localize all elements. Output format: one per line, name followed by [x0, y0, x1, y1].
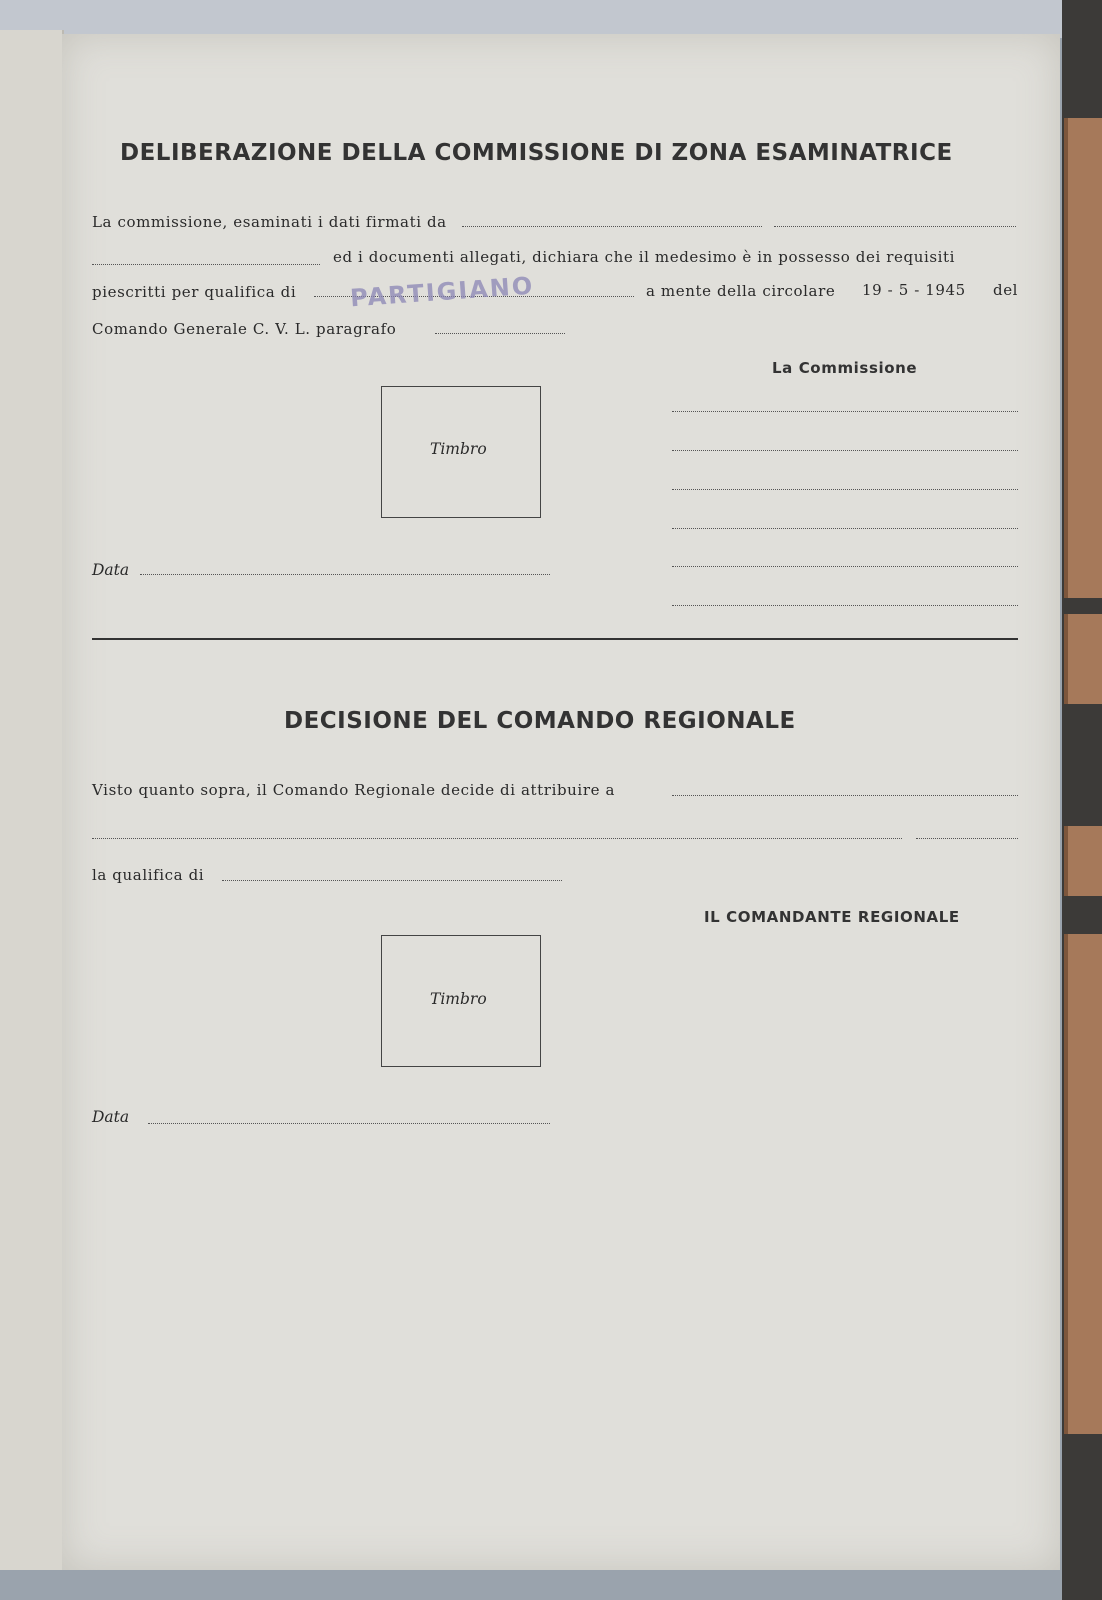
commission-signature-3[interactable] — [672, 489, 1018, 490]
book-edge-2 — [1064, 614, 1102, 704]
section1-line3-middle: a mente della circolare — [646, 282, 836, 300]
signer-name-field-2[interactable] — [774, 226, 1016, 227]
regional-commander-label: IL COMANDANTE REGIONALE — [704, 908, 960, 926]
left-page-edge — [0, 30, 64, 1570]
book-edge-3 — [1064, 826, 1102, 896]
section2-line2: la qualifica di — [92, 866, 205, 884]
signer-name-field-3[interactable] — [92, 264, 320, 265]
recipient-field[interactable] — [672, 795, 1018, 796]
partigiano-stamp: PARTIGIANO — [349, 271, 536, 313]
section2-title: DECISIONE DEL COMANDO REGIONALE — [284, 708, 796, 734]
book-edge-4 — [1064, 934, 1102, 1434]
commission-signature-6[interactable] — [672, 605, 1018, 606]
section1-date-label: Data — [92, 561, 130, 579]
stamp-box-1-label: Timbro — [430, 440, 487, 458]
section1-line2: ed i documenti allegati, dichiara che il medesimo è in possesso dei requisiti — [333, 248, 956, 266]
section2-date-field[interactable] — [148, 1123, 550, 1124]
signer-name-field[interactable] — [462, 226, 762, 227]
paragraph-field[interactable] — [435, 333, 565, 334]
section2-date-label: Data — [92, 1108, 130, 1126]
stamp-box-2-label: Timbro — [430, 990, 487, 1008]
section1-line3-end: del — [993, 281, 1019, 299]
section1-line3-start: piescritti per qualifica di — [92, 283, 297, 301]
commission-signature-4[interactable] — [672, 528, 1018, 529]
section1-title: DELIBERAZIONE DELLA COMMISSIONE DI ZONA ESAMINATRICE — [120, 140, 953, 166]
recipient-field-2[interactable] — [92, 838, 902, 839]
section1-line1: La commissione, esaminati i dati firmati da — [92, 213, 447, 231]
circular-date: 19 - 5 - 1945 — [862, 281, 966, 299]
section1-line4: Comando Generale C. V. L. paragrafo — [92, 320, 397, 338]
background-top — [0, 0, 1102, 38]
commission-signature-5[interactable] — [672, 566, 1018, 567]
recipient-field-3[interactable] — [916, 838, 1018, 839]
commission-signature-2[interactable] — [672, 450, 1018, 451]
commission-signature-1[interactable] — [672, 411, 1018, 412]
book-edge-1 — [1064, 118, 1102, 598]
section2-line1: Visto quanto sopra, il Comando Regionale decide di attribuire a — [92, 781, 615, 799]
commission-label: La Commissione — [772, 359, 918, 377]
assigned-qualification-field[interactable] — [222, 880, 562, 881]
section-divider — [92, 638, 1018, 640]
section1-date-field[interactable] — [140, 574, 550, 575]
